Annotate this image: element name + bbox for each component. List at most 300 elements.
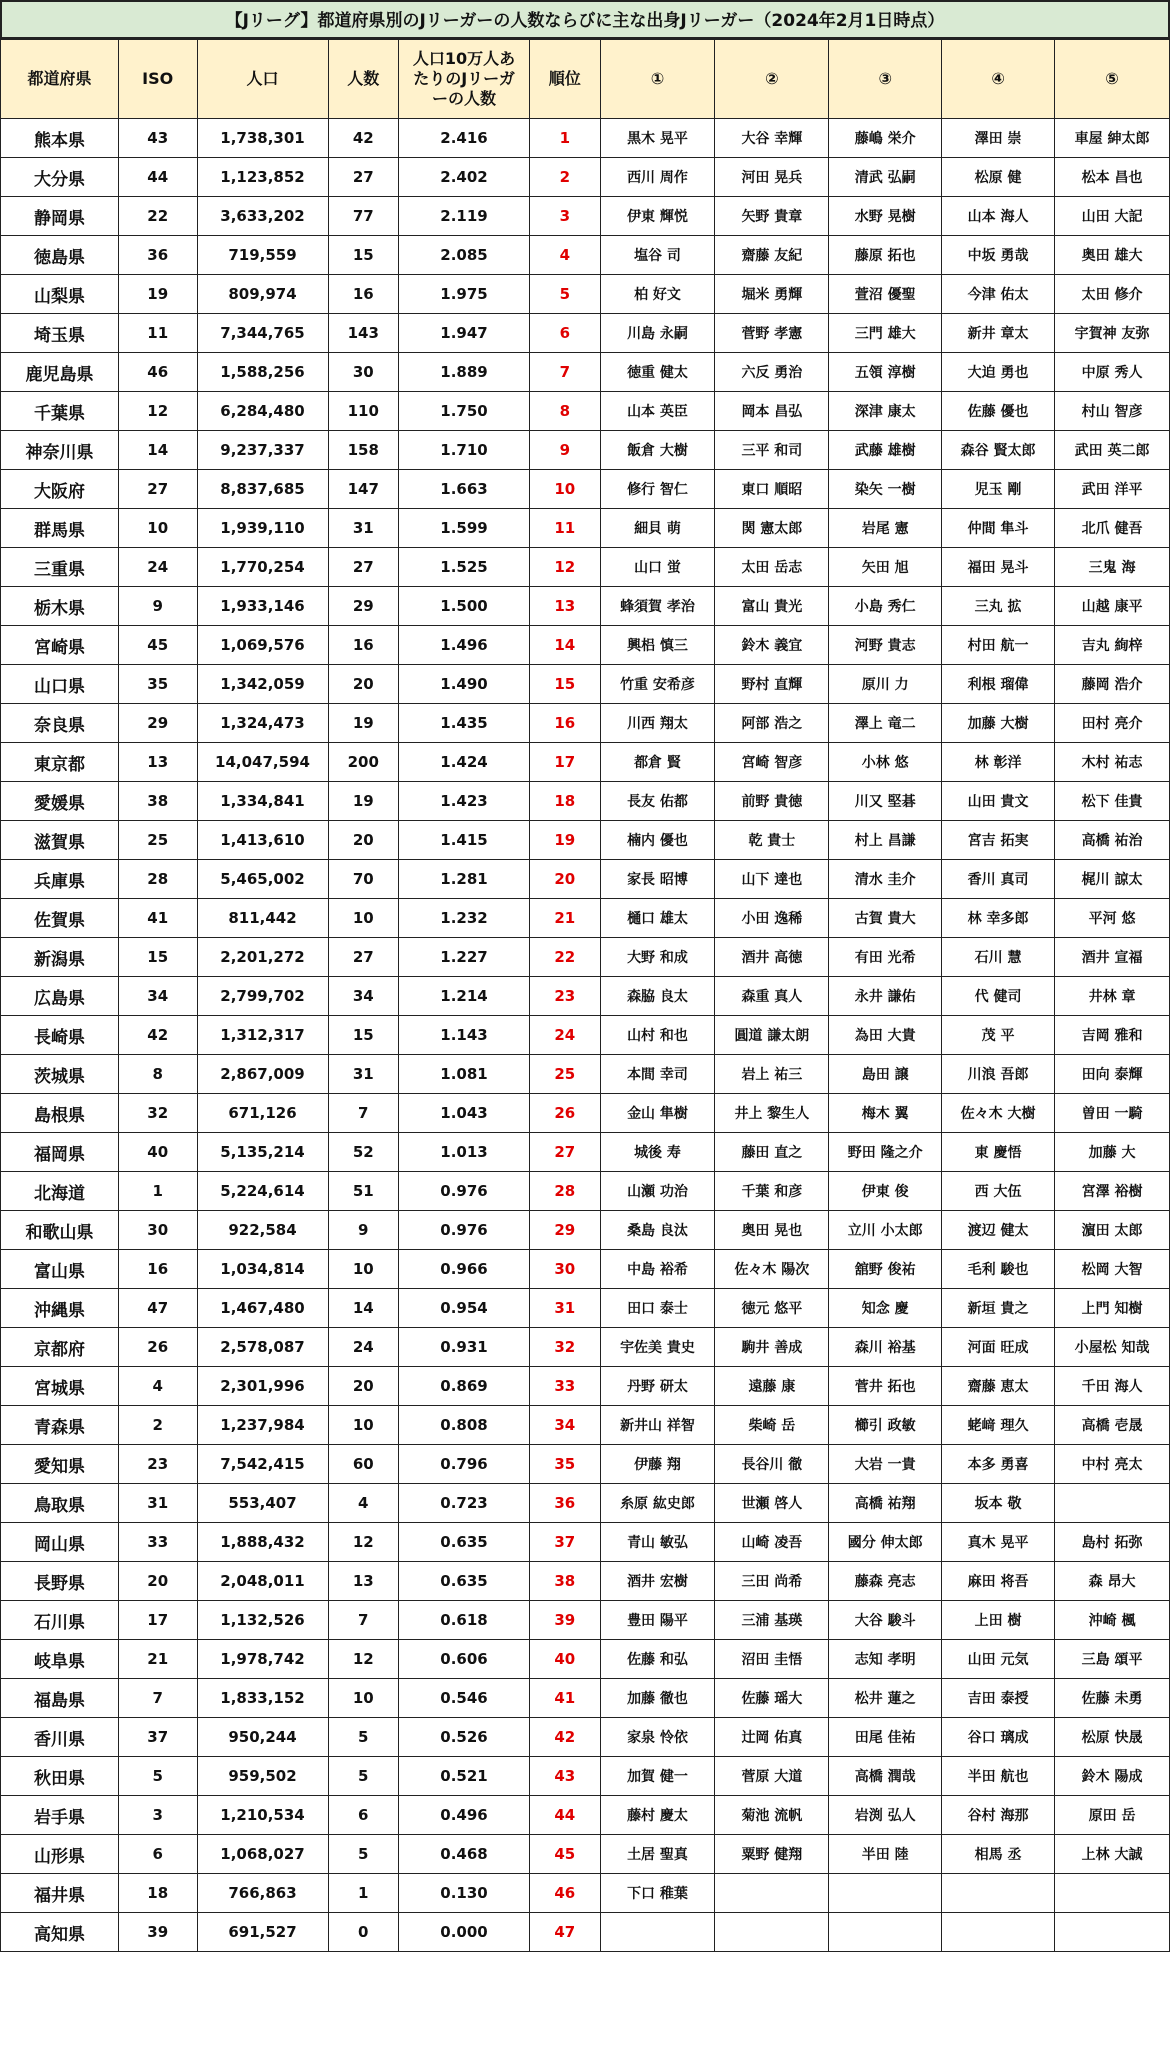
count-cell: 147 — [328, 470, 399, 509]
prefecture-cell: 山形県 — [1, 1835, 119, 1874]
player-5-cell: 奥田 雄大 — [1055, 236, 1170, 275]
player-1-cell: 桑島 良汰 — [600, 1211, 715, 1250]
player-4-cell: 蛯﨑 理久 — [942, 1406, 1055, 1445]
count-cell: 70 — [328, 860, 399, 899]
prefecture-cell: 秋田県 — [1, 1757, 119, 1796]
rank-cell: 37 — [530, 1523, 601, 1562]
player-4-cell: 利根 瑠偉 — [942, 665, 1055, 704]
population-cell: 7,344,765 — [197, 314, 328, 353]
player-4-cell: 谷村 海那 — [942, 1796, 1055, 1835]
per-100k-cell: 1.525 — [399, 548, 530, 587]
player-3-cell — [829, 1913, 942, 1952]
iso-cell: 22 — [118, 197, 197, 236]
prefecture-cell: 徳島県 — [1, 236, 119, 275]
table-row — [1, 626, 1170, 665]
rank-cell: 26 — [530, 1094, 601, 1133]
iso-cell: 37 — [118, 1718, 197, 1757]
player-3-cell: 高橋 潤哉 — [829, 1757, 942, 1796]
player-1-cell: 田口 泰士 — [600, 1289, 715, 1328]
rank-cell: 27 — [530, 1133, 601, 1172]
rank-cell: 40 — [530, 1640, 601, 1679]
prefecture-cell: 佐賀県 — [1, 899, 119, 938]
table-row — [1, 1133, 1170, 1172]
population-cell: 671,126 — [197, 1094, 328, 1133]
player-4-cell — [942, 1874, 1055, 1913]
rank-cell: 21 — [530, 899, 601, 938]
rank-cell: 36 — [530, 1484, 601, 1523]
player-1-cell: 佐藤 和弘 — [600, 1640, 715, 1679]
population-cell: 1,467,480 — [197, 1289, 328, 1328]
table-row — [1, 938, 1170, 977]
player-1-cell — [600, 1913, 715, 1952]
table-row — [1, 431, 1170, 470]
prefecture-cell: 福島県 — [1, 1679, 119, 1718]
player-3-cell: 澤上 竜二 — [829, 704, 942, 743]
table-row — [1, 1328, 1170, 1367]
player-2-cell: 前野 貴徳 — [715, 782, 829, 821]
player-2-cell: 三浦 基瑛 — [715, 1601, 829, 1640]
table-row — [1, 1445, 1170, 1484]
population-cell: 1,324,473 — [197, 704, 328, 743]
player-3-cell: 為田 大貴 — [829, 1016, 942, 1055]
player-2-cell: 鈴木 義宜 — [715, 626, 829, 665]
per-100k-cell: 0.546 — [399, 1679, 530, 1718]
population-cell: 2,799,702 — [197, 977, 328, 1016]
iso-cell: 19 — [118, 275, 197, 314]
per-100k-cell: 1.214 — [399, 977, 530, 1016]
count-cell: 10 — [328, 899, 399, 938]
player-5-cell: 太田 修介 — [1055, 275, 1170, 314]
prefecture-cell: 埼玉県 — [1, 314, 119, 353]
rank-cell: 8 — [530, 392, 601, 431]
table-row — [1, 1250, 1170, 1289]
count-cell: 143 — [328, 314, 399, 353]
player-4-cell: 三丸 拡 — [942, 587, 1055, 626]
table-row — [1, 1640, 1170, 1679]
player-5-cell — [1055, 1874, 1170, 1913]
per-100k-cell: 2.416 — [399, 119, 530, 158]
per-100k-cell: 0.496 — [399, 1796, 530, 1835]
table-row — [1, 1718, 1170, 1757]
table-row — [1, 860, 1170, 899]
player-2-cell: 堀米 勇輝 — [715, 275, 829, 314]
rank-cell: 29 — [530, 1211, 601, 1250]
player-1-cell: 加藤 徹也 — [600, 1679, 715, 1718]
table-row — [1, 1835, 1170, 1874]
player-3-cell: 森川 裕基 — [829, 1328, 942, 1367]
count-cell: 60 — [328, 1445, 399, 1484]
table-row — [1, 158, 1170, 197]
player-3-cell: 小島 秀仁 — [829, 587, 942, 626]
count-cell: 31 — [328, 509, 399, 548]
player-5-cell — [1055, 1484, 1170, 1523]
rank-cell: 3 — [530, 197, 601, 236]
population-cell: 5,465,002 — [197, 860, 328, 899]
prefecture-table — [0, 39, 1170, 1952]
player-1-cell: 森脇 良太 — [600, 977, 715, 1016]
player-2-cell: 小田 逸稀 — [715, 899, 829, 938]
count-cell: 16 — [328, 275, 399, 314]
player-5-cell: 千田 海人 — [1055, 1367, 1170, 1406]
count-cell: 30 — [328, 353, 399, 392]
player-2-cell: 山崎 凌吾 — [715, 1523, 829, 1562]
player-1-cell: 本間 幸司 — [600, 1055, 715, 1094]
iso-cell: 41 — [118, 899, 197, 938]
player-1-cell: 青山 敏弘 — [600, 1523, 715, 1562]
prefecture-cell: 愛知県 — [1, 1445, 119, 1484]
iso-cell: 15 — [118, 938, 197, 977]
prefecture-cell: 北海道 — [1, 1172, 119, 1211]
header-count: 人数 — [328, 40, 399, 119]
iso-cell: 21 — [118, 1640, 197, 1679]
player-4-cell: 東 慶悟 — [942, 1133, 1055, 1172]
player-5-cell: 原田 岳 — [1055, 1796, 1170, 1835]
player-3-cell — [829, 1874, 942, 1913]
population-cell: 1,132,526 — [197, 1601, 328, 1640]
player-1-cell: 修行 智仁 — [600, 470, 715, 509]
player-3-cell: 川又 堅碁 — [829, 782, 942, 821]
player-4-cell: 真木 晃平 — [942, 1523, 1055, 1562]
table-row — [1, 1016, 1170, 1055]
count-cell: 9 — [328, 1211, 399, 1250]
player-4-cell: 村田 航一 — [942, 626, 1055, 665]
player-4-cell: 今津 佑太 — [942, 275, 1055, 314]
player-3-cell: 藤森 亮志 — [829, 1562, 942, 1601]
population-cell: 8,837,685 — [197, 470, 328, 509]
population-cell: 2,301,996 — [197, 1367, 328, 1406]
header-prefecture: 都道府県 — [1, 40, 119, 119]
player-2-cell: 岩上 祐三 — [715, 1055, 829, 1094]
rank-cell: 32 — [530, 1328, 601, 1367]
player-1-cell: 宇佐美 貴史 — [600, 1328, 715, 1367]
player-1-cell: 丹野 研太 — [600, 1367, 715, 1406]
player-1-cell: 都倉 賢 — [600, 743, 715, 782]
count-cell: 12 — [328, 1523, 399, 1562]
count-cell: 10 — [328, 1250, 399, 1289]
player-3-cell: 三門 雄大 — [829, 314, 942, 353]
population-cell: 553,407 — [197, 1484, 328, 1523]
player-1-cell: 金山 隼樹 — [600, 1094, 715, 1133]
table-row — [1, 236, 1170, 275]
player-1-cell: 加賀 健一 — [600, 1757, 715, 1796]
player-1-cell: 興梠 慎三 — [600, 626, 715, 665]
iso-cell: 3 — [118, 1796, 197, 1835]
player-3-cell: 高橋 祐翔 — [829, 1484, 942, 1523]
per-100k-cell: 1.232 — [399, 899, 530, 938]
header-row — [1, 40, 1170, 119]
iso-cell: 32 — [118, 1094, 197, 1133]
player-5-cell: 佐藤 未勇 — [1055, 1679, 1170, 1718]
player-2-cell: 三平 和司 — [715, 431, 829, 470]
table-row — [1, 119, 1170, 158]
population-cell: 1,068,027 — [197, 1835, 328, 1874]
player-3-cell: 松井 蓮之 — [829, 1679, 942, 1718]
table-row — [1, 314, 1170, 353]
population-cell: 1,210,534 — [197, 1796, 328, 1835]
player-2-cell: 世瀬 啓人 — [715, 1484, 829, 1523]
table-row — [1, 197, 1170, 236]
prefecture-cell: 宮崎県 — [1, 626, 119, 665]
player-2-cell: 長谷川 徹 — [715, 1445, 829, 1484]
prefecture-cell: 山口県 — [1, 665, 119, 704]
table-row — [1, 782, 1170, 821]
player-1-cell: 新井山 祥智 — [600, 1406, 715, 1445]
iso-cell: 45 — [118, 626, 197, 665]
per-100k-cell: 0.931 — [399, 1328, 530, 1367]
player-1-cell: 川島 永嗣 — [600, 314, 715, 353]
rank-cell: 14 — [530, 626, 601, 665]
rank-cell: 30 — [530, 1250, 601, 1289]
iso-cell: 42 — [118, 1016, 197, 1055]
player-3-cell: 古賀 貴大 — [829, 899, 942, 938]
prefecture-cell: 和歌山県 — [1, 1211, 119, 1250]
population-cell: 1,342,059 — [197, 665, 328, 704]
player-3-cell: 大岩 一貴 — [829, 1445, 942, 1484]
per-100k-cell: 1.281 — [399, 860, 530, 899]
prefecture-cell: 岡山県 — [1, 1523, 119, 1562]
player-1-cell: 楠内 優也 — [600, 821, 715, 860]
per-100k-cell: 1.975 — [399, 275, 530, 314]
player-3-cell: 田尾 佳祐 — [829, 1718, 942, 1757]
iso-cell: 43 — [118, 119, 197, 158]
player-5-cell: 加藤 大 — [1055, 1133, 1170, 1172]
per-100k-cell: 0.468 — [399, 1835, 530, 1874]
count-cell: 27 — [328, 548, 399, 587]
table-body — [1, 119, 1170, 1952]
player-5-cell: 田村 亮介 — [1055, 704, 1170, 743]
player-4-cell: 大迫 勇也 — [942, 353, 1055, 392]
rank-cell: 6 — [530, 314, 601, 353]
table-row — [1, 1601, 1170, 1640]
iso-cell: 38 — [118, 782, 197, 821]
player-2-cell: 辻岡 佑真 — [715, 1718, 829, 1757]
player-3-cell: 矢田 旭 — [829, 548, 942, 587]
table-row — [1, 665, 1170, 704]
player-1-cell: 細貝 萌 — [600, 509, 715, 548]
count-cell: 5 — [328, 1757, 399, 1796]
population-cell: 1,939,110 — [197, 509, 328, 548]
iso-cell: 7 — [118, 1679, 197, 1718]
population-cell: 1,888,432 — [197, 1523, 328, 1562]
per-100k-cell: 2.119 — [399, 197, 530, 236]
player-4-cell: 上田 樹 — [942, 1601, 1055, 1640]
rank-cell: 25 — [530, 1055, 601, 1094]
per-100k-cell: 0.966 — [399, 1250, 530, 1289]
player-1-cell: 糸原 紘史郎 — [600, 1484, 715, 1523]
player-3-cell: 知念 慶 — [829, 1289, 942, 1328]
population-cell: 2,048,011 — [197, 1562, 328, 1601]
player-2-cell: 菅原 大道 — [715, 1757, 829, 1796]
player-2-cell: 大谷 幸輝 — [715, 119, 829, 158]
table-row — [1, 1172, 1170, 1211]
player-5-cell: 藤岡 浩介 — [1055, 665, 1170, 704]
rank-cell: 16 — [530, 704, 601, 743]
table-row — [1, 509, 1170, 548]
player-4-cell: 石川 慧 — [942, 938, 1055, 977]
count-cell: 0 — [328, 1913, 399, 1952]
player-5-cell: 上門 知樹 — [1055, 1289, 1170, 1328]
player-3-cell: 清武 弘嗣 — [829, 158, 942, 197]
iso-cell: 8 — [118, 1055, 197, 1094]
table-row — [1, 587, 1170, 626]
player-4-cell: 佐藤 優也 — [942, 392, 1055, 431]
population-cell: 1,833,152 — [197, 1679, 328, 1718]
prefecture-cell: 大分県 — [1, 158, 119, 197]
population-cell: 1,123,852 — [197, 158, 328, 197]
player-1-cell: 下口 稚葉 — [600, 1874, 715, 1913]
prefecture-cell: 長崎県 — [1, 1016, 119, 1055]
per-100k-cell: 0.000 — [399, 1913, 530, 1952]
player-2-cell: 藤田 直之 — [715, 1133, 829, 1172]
player-4-cell: 吉田 泰授 — [942, 1679, 1055, 1718]
per-100k-cell: 1.013 — [399, 1133, 530, 1172]
player-2-cell: 千葉 和彦 — [715, 1172, 829, 1211]
iso-cell: 35 — [118, 665, 197, 704]
population-cell: 1,334,841 — [197, 782, 328, 821]
player-1-cell: 柏 好文 — [600, 275, 715, 314]
player-3-cell: 岩渕 弘人 — [829, 1796, 942, 1835]
iso-cell: 36 — [118, 236, 197, 275]
population-cell: 1,413,610 — [197, 821, 328, 860]
rank-cell: 43 — [530, 1757, 601, 1796]
player-1-cell: 城後 寿 — [600, 1133, 715, 1172]
iso-cell: 46 — [118, 353, 197, 392]
table-row — [1, 1796, 1170, 1835]
table-row — [1, 353, 1170, 392]
population-cell: 1,588,256 — [197, 353, 328, 392]
player-4-cell: 加藤 大樹 — [942, 704, 1055, 743]
player-4-cell: 毛利 駿也 — [942, 1250, 1055, 1289]
player-3-cell: 有田 光希 — [829, 938, 942, 977]
rank-cell: 9 — [530, 431, 601, 470]
table-row — [1, 1055, 1170, 1094]
table-row — [1, 1874, 1170, 1913]
player-4-cell: 山本 海人 — [942, 197, 1055, 236]
prefecture-cell: 鳥取県 — [1, 1484, 119, 1523]
player-4-cell: 児玉 剛 — [942, 470, 1055, 509]
count-cell: 42 — [328, 119, 399, 158]
iso-cell: 25 — [118, 821, 197, 860]
rank-cell: 7 — [530, 353, 601, 392]
player-3-cell: 五領 淳樹 — [829, 353, 942, 392]
count-cell: 34 — [328, 977, 399, 1016]
count-cell: 19 — [328, 704, 399, 743]
prefecture-cell: 宮城県 — [1, 1367, 119, 1406]
iso-cell: 39 — [118, 1913, 197, 1952]
per-100k-cell: 0.723 — [399, 1484, 530, 1523]
iso-cell: 23 — [118, 1445, 197, 1484]
table-row — [1, 899, 1170, 938]
population-cell: 1,770,254 — [197, 548, 328, 587]
count-cell: 200 — [328, 743, 399, 782]
player-1-cell: 土居 聖真 — [600, 1835, 715, 1874]
per-100k-cell: 0.954 — [399, 1289, 530, 1328]
player-1-cell: 伊藤 翔 — [600, 1445, 715, 1484]
player-1-cell: 塩谷 司 — [600, 236, 715, 275]
player-1-cell: 家長 昭博 — [600, 860, 715, 899]
player-5-cell: 車屋 紳太郎 — [1055, 119, 1170, 158]
count-cell: 10 — [328, 1679, 399, 1718]
player-2-cell: 岡本 昌弘 — [715, 392, 829, 431]
player-2-cell: 井上 黎生人 — [715, 1094, 829, 1133]
iso-cell: 26 — [118, 1328, 197, 1367]
count-cell: 20 — [328, 1367, 399, 1406]
per-100k-cell: 1.500 — [399, 587, 530, 626]
player-1-cell: 竹重 安希彦 — [600, 665, 715, 704]
iso-cell: 17 — [118, 1601, 197, 1640]
player-2-cell: 柴崎 岳 — [715, 1406, 829, 1445]
player-2-cell: 宮崎 智彦 — [715, 743, 829, 782]
table-row — [1, 1406, 1170, 1445]
player-4-cell: 西 大伍 — [942, 1172, 1055, 1211]
header-player-1: ① — [600, 40, 715, 119]
prefecture-cell: 高知県 — [1, 1913, 119, 1952]
table-title: 【Jリーグ】都道府県別のJリーガーの人数ならびに主な出身Jリーガー（2024年2月1日時点） — [0, 0, 1170, 39]
per-100k-cell: 0.796 — [399, 1445, 530, 1484]
prefecture-cell: 香川県 — [1, 1718, 119, 1757]
player-2-cell: 乾 貴士 — [715, 821, 829, 860]
header-population: 人口 — [197, 40, 328, 119]
per-100k-cell: 1.415 — [399, 821, 530, 860]
table-row — [1, 704, 1170, 743]
player-2-cell: 富山 貴光 — [715, 587, 829, 626]
player-4-cell: 川浪 吾郎 — [942, 1055, 1055, 1094]
player-1-cell: 伊東 輝悦 — [600, 197, 715, 236]
player-4-cell: 福田 晃斗 — [942, 548, 1055, 587]
iso-cell: 33 — [118, 1523, 197, 1562]
prefecture-cell: 鹿児島県 — [1, 353, 119, 392]
player-4-cell: 渡辺 健太 — [942, 1211, 1055, 1250]
per-100k-cell: 1.750 — [399, 392, 530, 431]
player-5-cell: 吉丸 絢梓 — [1055, 626, 1170, 665]
rank-cell: 46 — [530, 1874, 601, 1913]
count-cell: 19 — [328, 782, 399, 821]
player-2-cell: 菅野 孝憲 — [715, 314, 829, 353]
rank-cell: 38 — [530, 1562, 601, 1601]
rank-cell: 17 — [530, 743, 601, 782]
population-cell: 1,738,301 — [197, 119, 328, 158]
prefecture-cell: 静岡県 — [1, 197, 119, 236]
count-cell: 31 — [328, 1055, 399, 1094]
population-cell: 14,047,594 — [197, 743, 328, 782]
player-3-cell: 藤嶋 栄介 — [829, 119, 942, 158]
player-1-cell: 藤村 慶太 — [600, 1796, 715, 1835]
prefecture-cell: 愛媛県 — [1, 782, 119, 821]
table-row — [1, 1289, 1170, 1328]
per-100k-cell: 0.606 — [399, 1640, 530, 1679]
prefecture-cell: 岐阜県 — [1, 1640, 119, 1679]
iso-cell: 18 — [118, 1874, 197, 1913]
population-cell: 2,578,087 — [197, 1328, 328, 1367]
table-row — [1, 1484, 1170, 1523]
rank-cell: 42 — [530, 1718, 601, 1757]
population-cell: 959,502 — [197, 1757, 328, 1796]
population-cell: 766,863 — [197, 1874, 328, 1913]
population-cell: 5,135,214 — [197, 1133, 328, 1172]
player-1-cell: 酒井 宏樹 — [600, 1562, 715, 1601]
player-3-cell: 梅木 翼 — [829, 1094, 942, 1133]
player-2-cell: 阿部 浩之 — [715, 704, 829, 743]
player-5-cell: 沖崎 楓 — [1055, 1601, 1170, 1640]
iso-cell: 9 — [118, 587, 197, 626]
count-cell: 51 — [328, 1172, 399, 1211]
rank-cell: 23 — [530, 977, 601, 1016]
prefecture-cell: 群馬県 — [1, 509, 119, 548]
iso-cell: 10 — [118, 509, 197, 548]
prefecture-cell: 熊本県 — [1, 119, 119, 158]
header-player-3: ③ — [829, 40, 942, 119]
iso-cell: 4 — [118, 1367, 197, 1406]
